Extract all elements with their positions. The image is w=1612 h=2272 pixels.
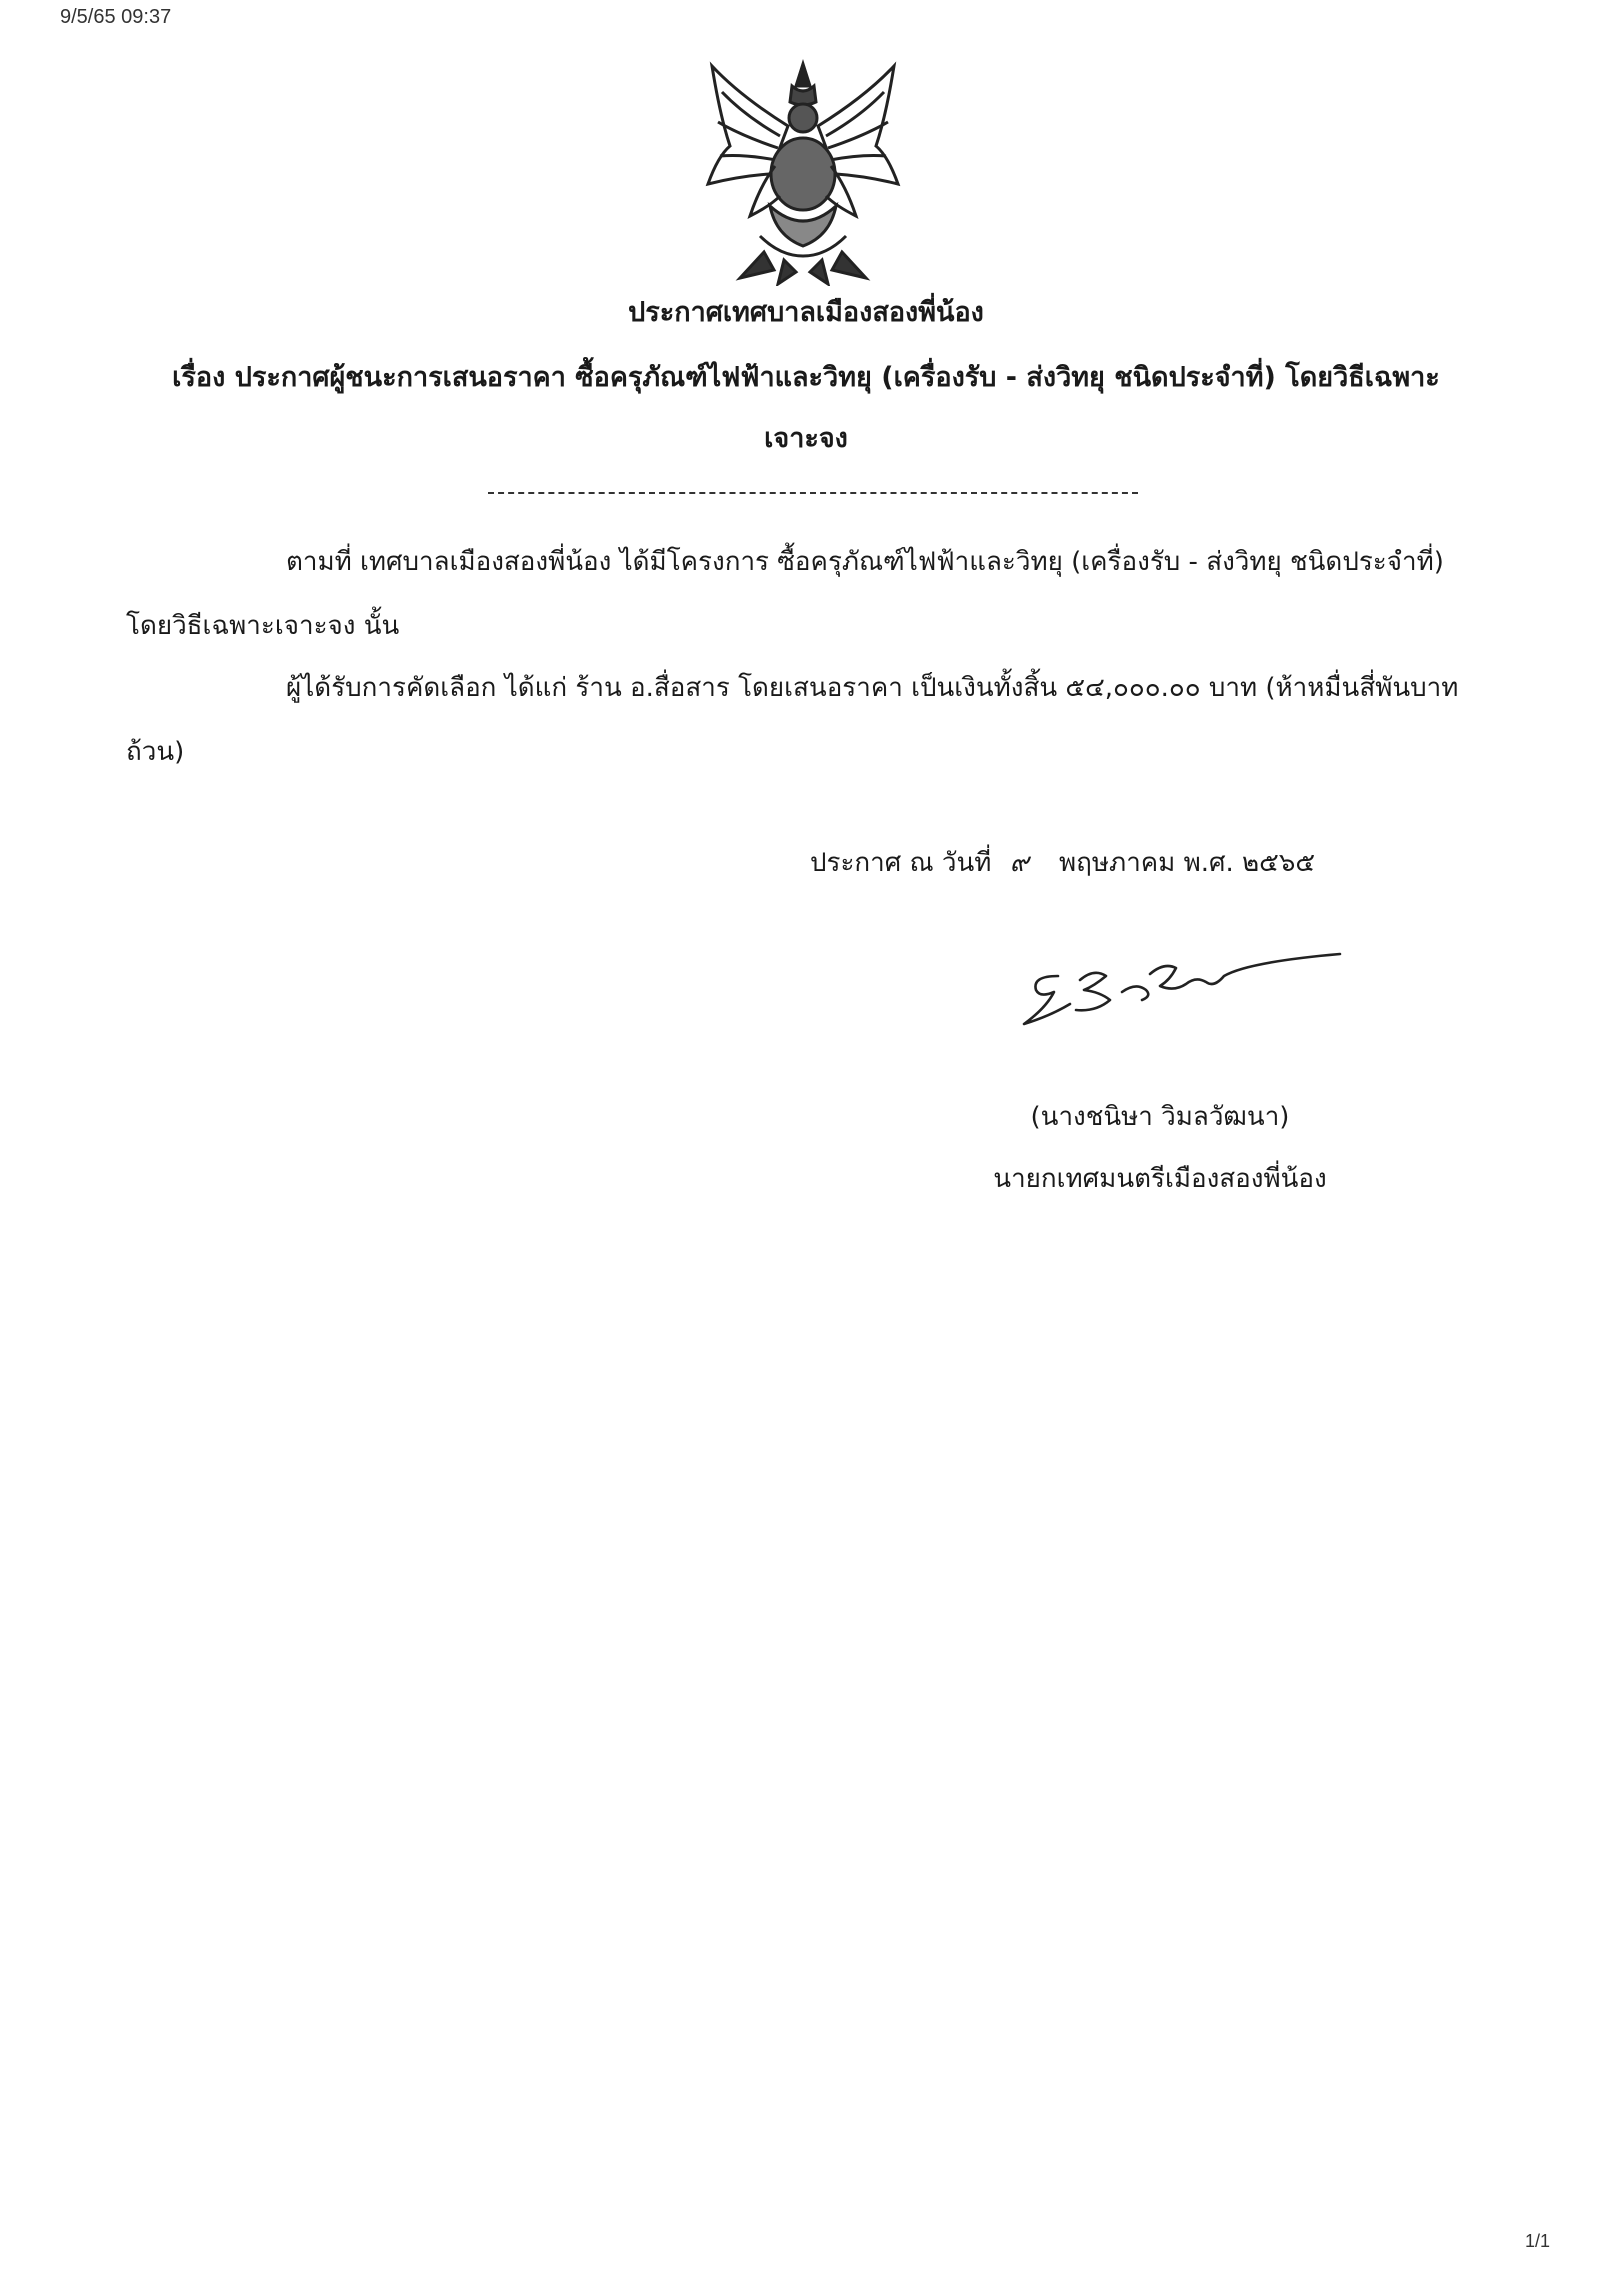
- heading-divider: [488, 492, 1138, 494]
- subject-line-1: เรื่อง ประกาศผู้ชนะการเสนอราคา ซื้อครุภัณฑ์ไฟฟ้าและวิทยุ (เครื่องรับ - ส่งวิทยุ ชนิดประจำที่) โดยวิธีเฉพาะ: [172, 362, 1440, 393]
- body-paragraph-2: ผู้ได้รับการคัดเลือก ได้แก่ ร้าน อ.สื่อสาร โดยเสนอราคา เป็นเงินทั้งสิ้น ๕๔,๐๐๐.๐๐ บาท (ห้าหมื่นสี่พันบาทถ้วน): [126, 673, 1459, 767]
- signer-name: (นางชนิษา วิมลวัฒนา): [1030, 1102, 1290, 1132]
- subject-line-2: เจาะจง: [764, 423, 848, 454]
- announcement-date: [810, 842, 1315, 883]
- body-paragraph-1: ตามที่ เทศบาลเมืองสองพี่น้อง ได้มีโครงการ ซื้อครุภัณฑ์ไฟฟ้าและวิทยุ (เครื่องรับ - ส่งวิทยุ ชนิดประจำที่) โดยวิธีเฉพาะเจาะจง นั้น: [126, 547, 1444, 641]
- garuda-emblem-icon: [700, 56, 906, 286]
- announcement-month-year: พฤษภาคม พ.ศ. ๒๕๖๕: [1059, 848, 1316, 878]
- announcement-day: ๙: [1009, 848, 1029, 878]
- handwritten-signature: [1010, 946, 1370, 1036]
- page-counter: 1/1: [1524, 2231, 1550, 2251]
- announcement-prefix: ประกาศ ณ วันที่: [810, 848, 992, 878]
- signer-position: นายกเทศมนตรีเมืองสองพี่น้อง: [993, 1164, 1327, 1194]
- organization-title: ประกาศเทศบาลเมืองสองพี่น้อง: [628, 297, 984, 328]
- print-timestamp: 9/5/65 09:37: [60, 6, 172, 28]
